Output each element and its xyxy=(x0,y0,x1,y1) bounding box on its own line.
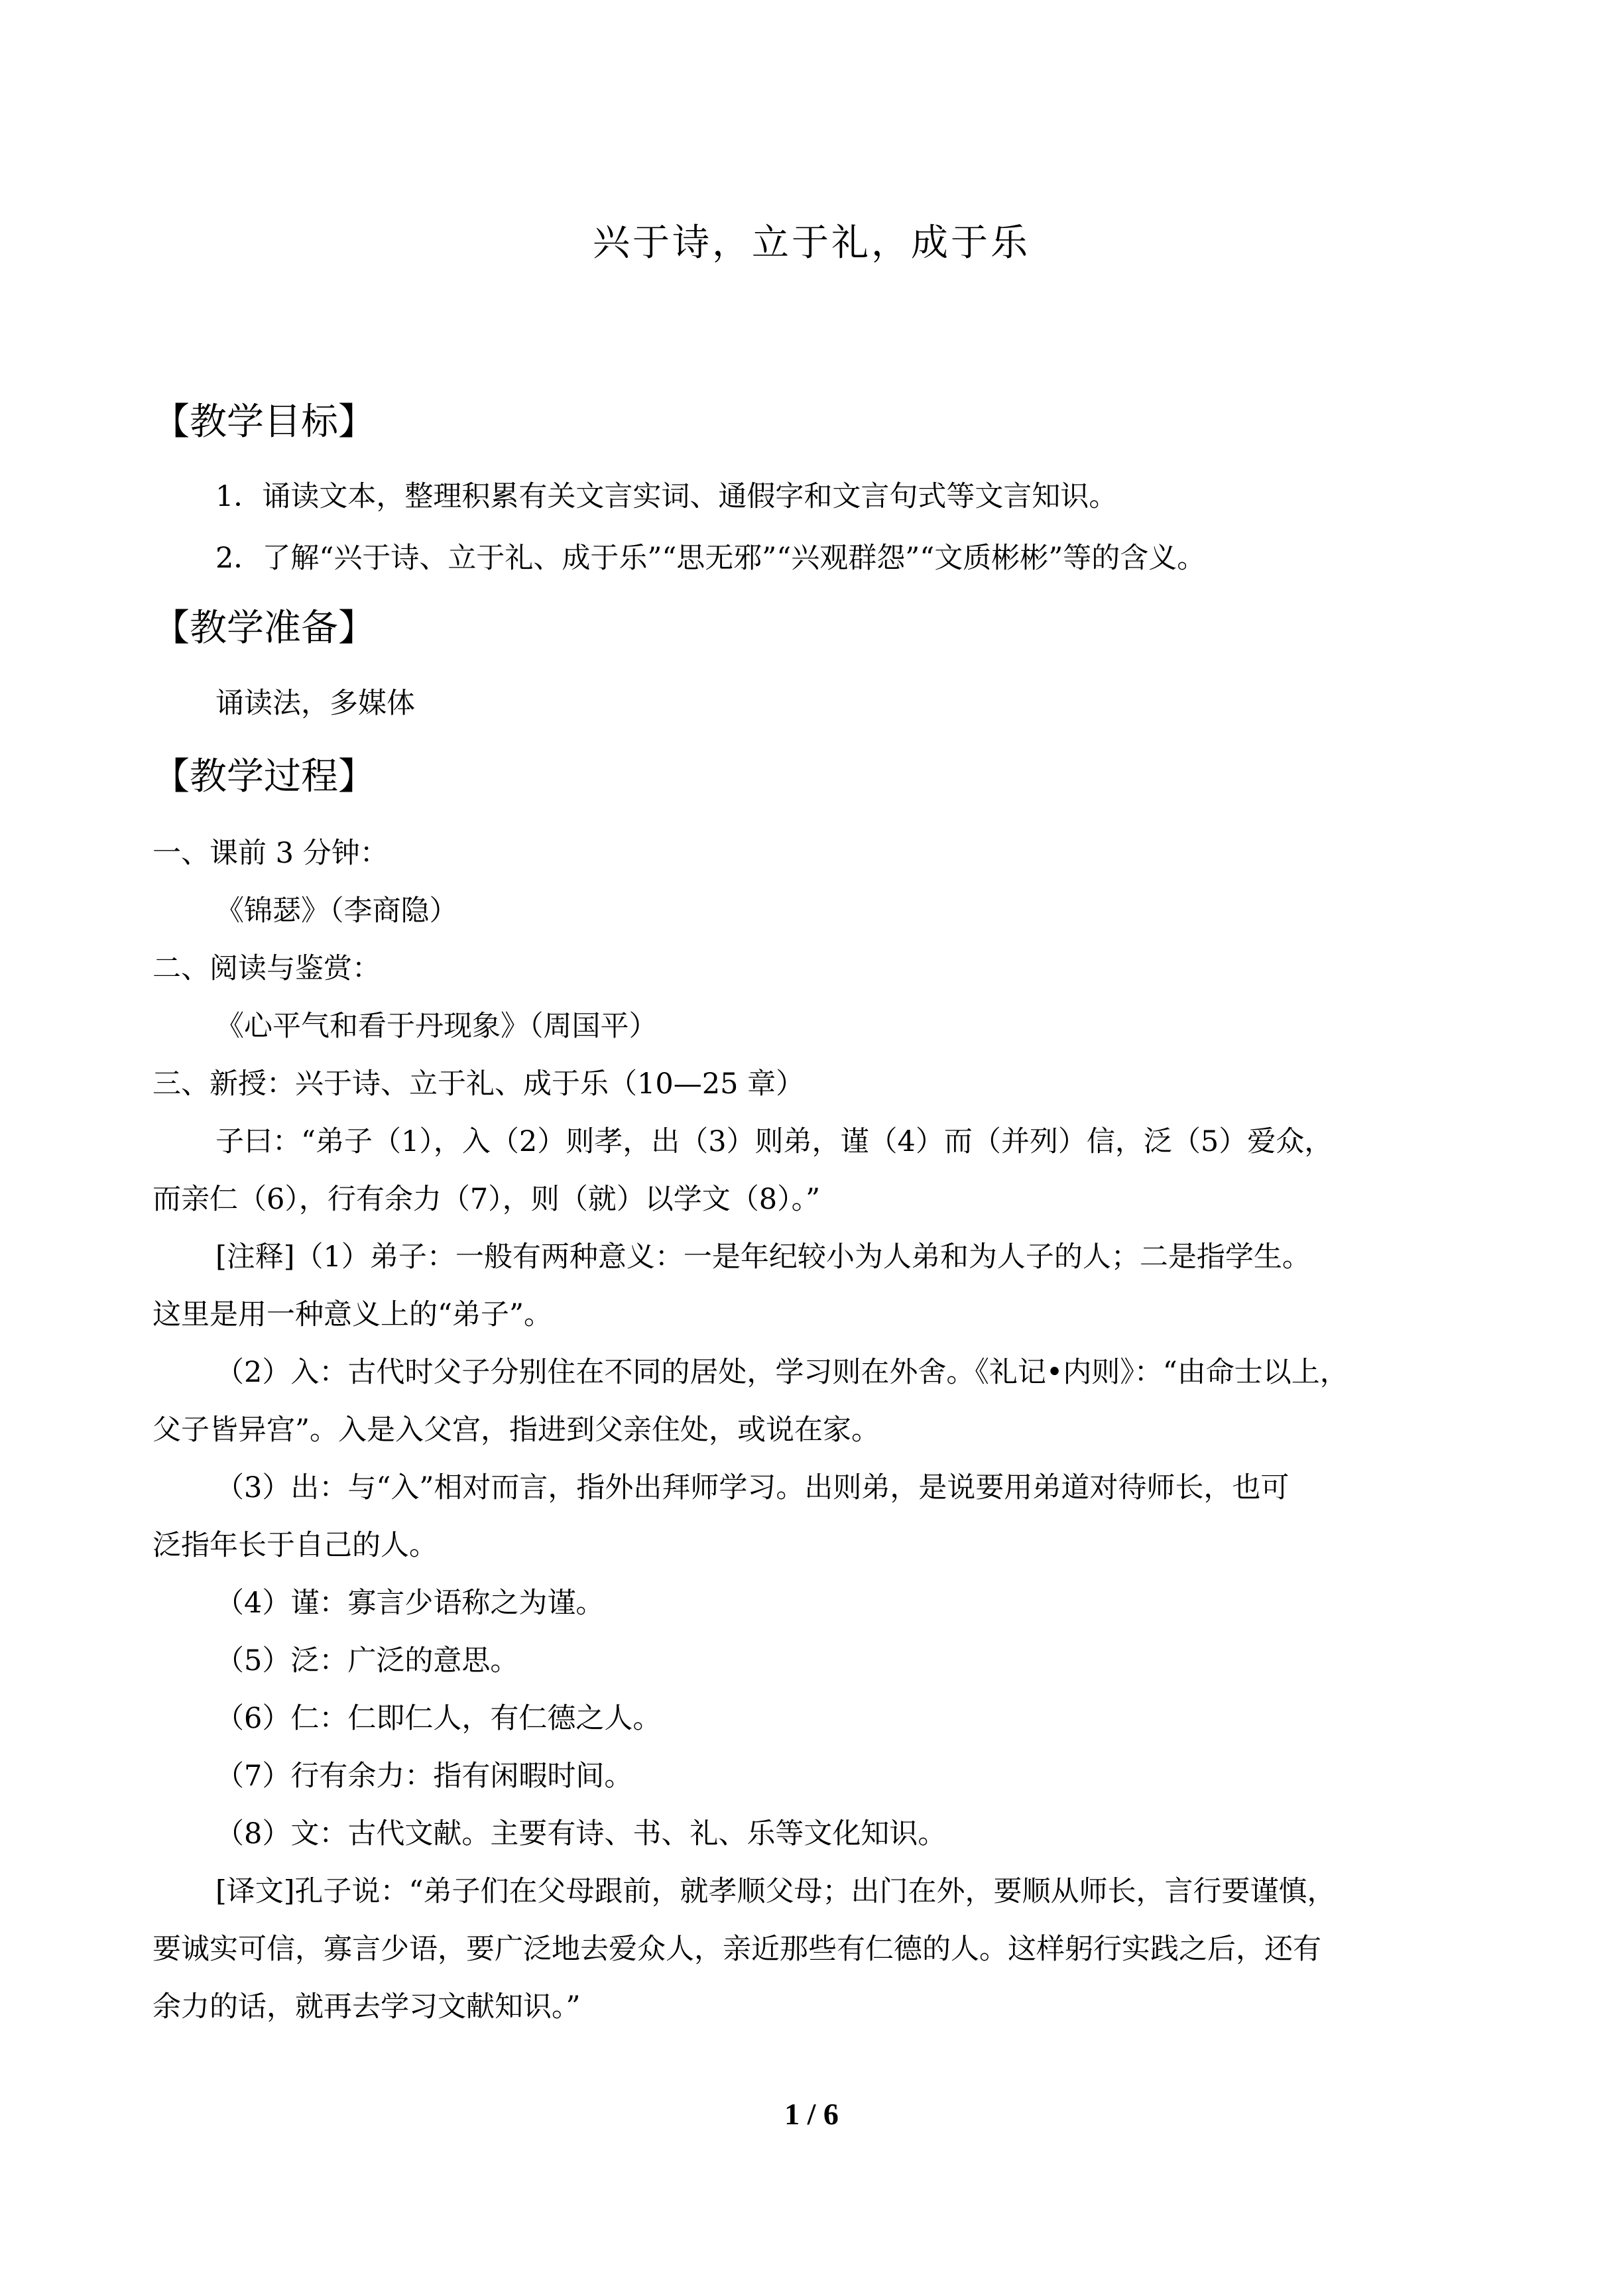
quote-line-2: 而亲仁（6），行有余力（7），则（就）以学文（8）。” xyxy=(152,1183,821,1216)
process-step-1-item: 《锦瑟》（李商隐） xyxy=(215,894,458,928)
note-7: （7）行有余力：指有闲暇时间。 xyxy=(215,1760,633,1793)
process-heading: 【教学过程】 xyxy=(152,755,375,798)
objectives-heading: 【教学目标】 xyxy=(152,400,375,444)
process-step-2-item: 《心平气和看于丹现象》（周国平） xyxy=(215,1010,658,1043)
process-step-1: 一、课前 3 分钟： xyxy=(152,837,389,870)
objective-2: 2．了解“兴于诗、立于礼、成于乐”“思无邪”“兴观群怨”“文质彬彬”等的含义。 xyxy=(215,542,1206,575)
preparation-heading: 【教学准备】 xyxy=(152,607,375,650)
note-1-line-1: [注释]（1）弟子：一般有两种意义：一是年纪较小为人弟和为人子的人；二是指学生。 xyxy=(215,1240,1311,1274)
note-6: （6）仁：仁即仁人，有仁德之人。 xyxy=(215,1702,662,1735)
objective-1: 1．诵读文本，整理积累有关文言实词、通假字和文言句式等文言知识。 xyxy=(215,480,1118,513)
quote-line-1: 子曰：“弟子（1），入（2）则孝，出（3）则弟，谨（4）而（并列）信，泛（5）爱众， xyxy=(215,1125,1333,1158)
note-3-line-1: （3）出：与“入”相对而言，指外出拜师学习。出则弟，是说要用弟道对待师长，也可 xyxy=(215,1471,1290,1504)
note-3-line-2: 泛指年长于自己的人。 xyxy=(152,1529,438,1562)
note-1-line-2: 这里是用一种意义上的“弟子”。 xyxy=(152,1298,552,1331)
translation-line-2: 要诚实可信，寡言少语，要广泛地去爱众人，亲近那些有仁德的人。这样躬行实践之后，还有 xyxy=(152,1933,1321,1966)
document-title: 兴于诗，立于礼，成于乐 xyxy=(593,221,1030,265)
page-number: 1 / 6 xyxy=(784,2097,839,2131)
note-4: （4）谨：寡言少语称之为谨。 xyxy=(215,1587,605,1620)
note-8: （8）文：古代文献。主要有诗、书、礼、乐等文化知识。 xyxy=(215,1817,947,1850)
process-step-2: 二、阅读与鉴赏： xyxy=(152,952,381,985)
process-step-3: 三、新授：兴于诗、立于礼、成于乐（10—25 章） xyxy=(152,1067,805,1101)
note-5: （5）泛：广泛的意思。 xyxy=(215,1644,519,1677)
translation-line-1: [译文]孔子说：“弟子们在父母跟前，就孝顺父母；出门在外，要顺从师长，言行要谨慎， xyxy=(215,1875,1336,1908)
preparation-text: 诵读法，多媒体 xyxy=(215,687,415,720)
note-2-line-2: 父子皆异宫”。入是入父宫，指进到父亲住处，或说在家。 xyxy=(152,1414,880,1447)
note-2-line-1: （2）入：古代时父子分别住在不同的居处，学习则在外舍。《礼记•内则》：“由命士以上， xyxy=(215,1356,1349,1389)
translation-line-3: 余力的话，就再去学习文献知识。” xyxy=(152,1990,581,2024)
